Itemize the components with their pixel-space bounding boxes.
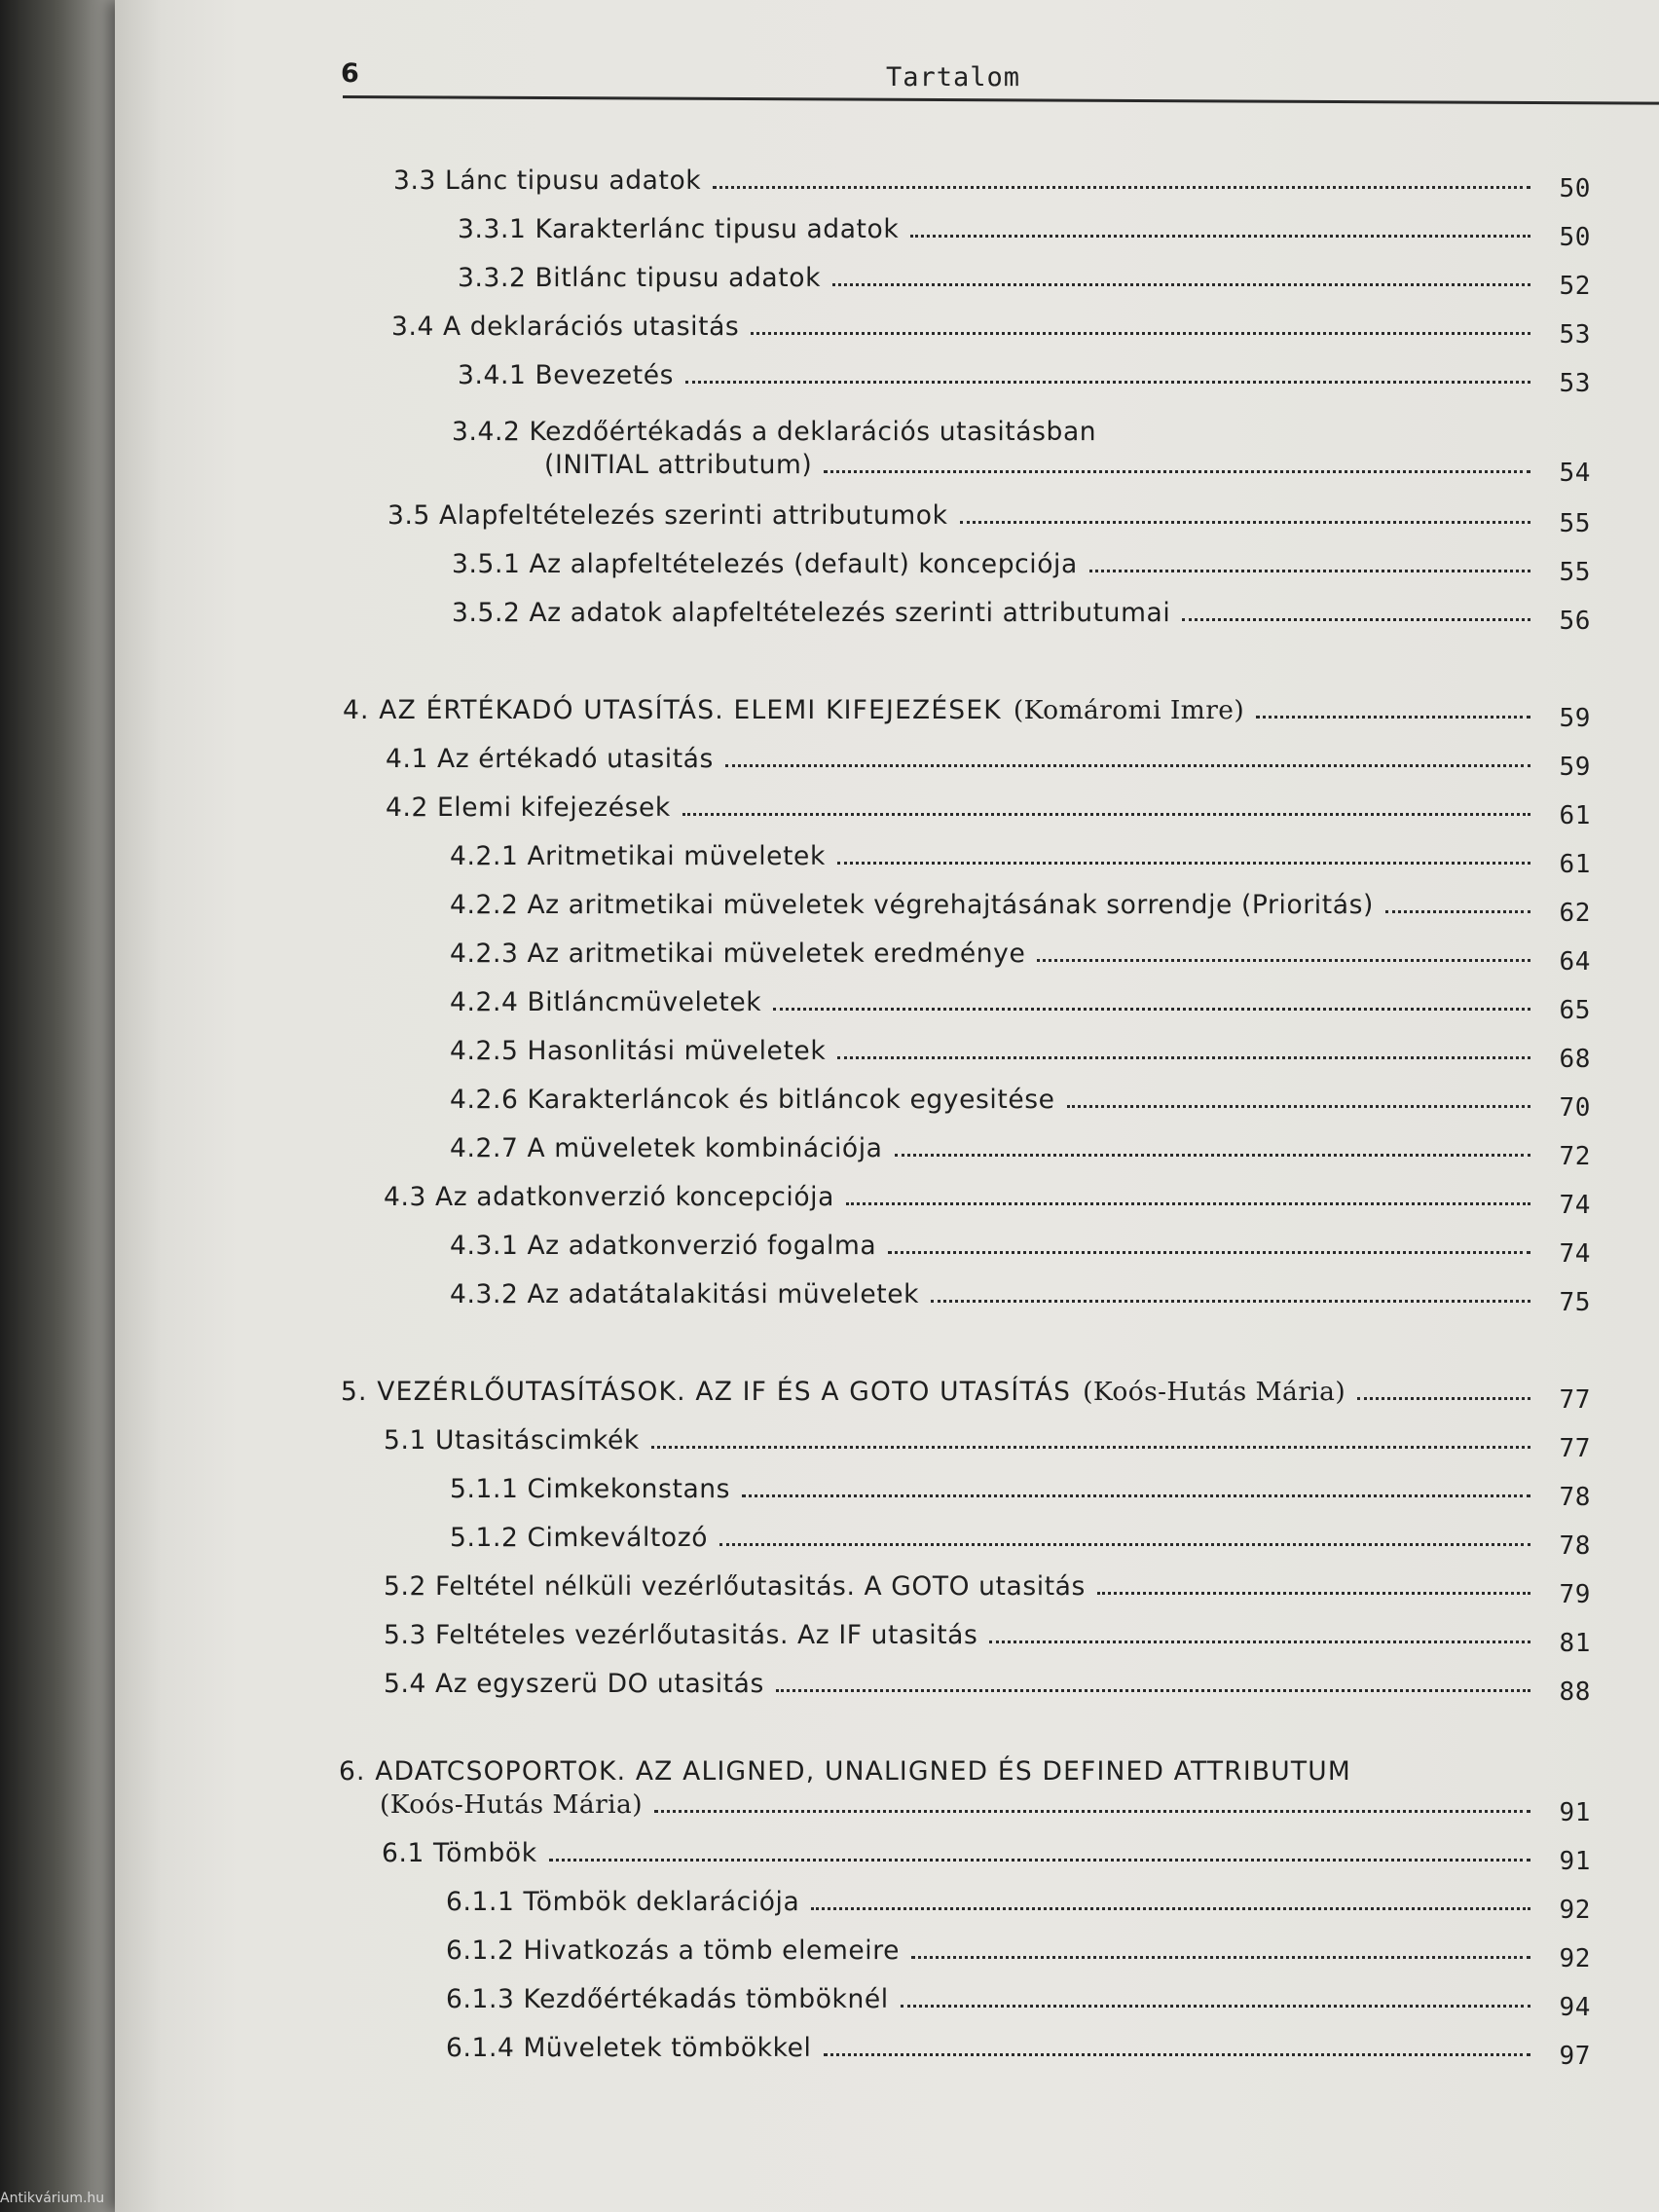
toc-page-number: 81 (1559, 1629, 1591, 1658)
toc-entry (387, 500, 1591, 538)
toc-entry (458, 360, 1591, 398)
toc-entry (452, 417, 1591, 488)
dot-leader (549, 1859, 1530, 1862)
dot-leader (888, 1251, 1530, 1254)
toc-page-number: 53 (1559, 369, 1591, 398)
dot-leader (837, 862, 1530, 865)
toc-entry-title: 3.5.2 Az adatok alapfeltételezés szerinti attributumai (452, 598, 1171, 628)
toc-entry (450, 1085, 1591, 1123)
toc-page-number: 64 (1559, 947, 1591, 977)
dot-leader (911, 1956, 1530, 1959)
dot-leader (1067, 1105, 1530, 1108)
toc-entry-title: 6.1.2 Hivatkozás a tömb elemeire (446, 1936, 901, 1966)
toc-entry (450, 1523, 1591, 1561)
toc-page-number: 97 (1559, 2042, 1591, 2071)
toc-entry-title: 4.2.4 Bitláncmüveletek (450, 987, 762, 1017)
toc-page-number: 88 (1559, 1677, 1591, 1707)
dot-leader (776, 1689, 1530, 1692)
toc-page-number: 92 (1559, 1896, 1591, 1925)
dot-leader (713, 186, 1530, 189)
toc-page-number: 68 (1559, 1045, 1591, 1074)
dot-leader (960, 521, 1530, 524)
toc-entry (382, 1838, 1591, 1876)
toc-entry-title: 4.2 Elemi kifejezések (386, 793, 671, 823)
toc-entry-chapter (343, 695, 1591, 733)
dot-leader (931, 1300, 1530, 1303)
toc-entry (452, 598, 1591, 636)
dot-leader (901, 2005, 1530, 2008)
dot-leader (1256, 716, 1530, 719)
toc-entry-title: 4.2.7 A müveletek kombinációja (450, 1133, 883, 1163)
toc-page-number: 59 (1559, 704, 1591, 733)
toc-entry-title: 3.5 Alapfeltételezés szerinti attributumok (387, 500, 948, 531)
dot-leader (654, 1810, 1530, 1813)
toc-entry-title: 6.1 Tömbök (382, 1838, 537, 1868)
toc-entry-title: 3.3.2 Bitlánc tipusu adatok (458, 263, 822, 293)
dot-leader (725, 764, 1530, 767)
toc-entry (446, 2033, 1591, 2071)
toc-entry-title: 3.3 Lánc tipusu adatok (393, 166, 702, 196)
dot-leader (824, 2053, 1531, 2056)
toc-entry-title: 3.4 A deklarációs utasitás (391, 312, 740, 342)
toc-page-number: 50 (1559, 223, 1591, 252)
page-number: 6 (341, 58, 359, 89)
toc-entry-title: 4.2.5 Hasonlitási müveletek (450, 1036, 827, 1066)
dot-leader (685, 381, 1530, 384)
toc-entry (384, 1669, 1591, 1707)
dot-leader (895, 1154, 1530, 1157)
toc-entry (450, 1036, 1591, 1074)
toc-entry-title: 5.1.1 Cimkekonstans (450, 1474, 731, 1504)
toc-entry-title: 3.4.1 Bevezetés (458, 360, 675, 390)
toc-page-number: 61 (1559, 850, 1591, 879)
toc-entry-title: 5.2 Feltétel nélküli vezérlőutasitás. A GOTO utasitás (384, 1571, 1086, 1602)
watermark: Antikvárium.hu (0, 2191, 105, 2206)
toc-entry (450, 890, 1591, 928)
toc-entry-title: 4.2.6 Karakterláncok és bitláncok egyesitése (450, 1085, 1055, 1115)
dot-leader (1037, 959, 1530, 962)
dot-leader (773, 1008, 1530, 1011)
dot-leader (811, 1907, 1530, 1910)
toc-entry (450, 1474, 1591, 1512)
toc-entry-title: 5.3 Feltételes vezérlőutasitás. Az IF utasitás (384, 1620, 978, 1650)
dot-leader (1089, 570, 1530, 572)
toc-page-number: 62 (1559, 899, 1591, 928)
toc-entry (386, 793, 1591, 830)
toc-chapter-title: 5. VEZÉRLŐUTASÍTÁSOK. AZ IF ÉS A GOTO UTASÍTÁS (341, 1377, 1072, 1407)
dot-leader (751, 332, 1530, 335)
toc-entry (458, 214, 1591, 252)
toc-entry-title: 4.2.2 Az aritmetikai müveletek végrehajtásának sorrendje (Prioritás) (450, 890, 1374, 920)
toc-chapter-author: (Koós-Hutás Mária) (1083, 1377, 1346, 1407)
toc-entry-title: 3.5.1 Az alapfeltételezés (default) koncepciója (452, 549, 1078, 579)
toc-page-number: 59 (1559, 753, 1591, 782)
toc-entry (458, 263, 1591, 301)
dot-leader (682, 813, 1530, 816)
dot-leader (832, 283, 1530, 286)
toc-entry-chapter (341, 1377, 1591, 1415)
dot-leader (651, 1446, 1530, 1449)
dot-leader (846, 1202, 1530, 1205)
toc-entry-title: 4.1 Az értékadó utasitás (386, 744, 714, 774)
toc-page-number: 91 (1559, 1847, 1591, 1876)
toc-entry (450, 1231, 1591, 1269)
toc-entry (384, 1571, 1591, 1609)
toc-entry (384, 1620, 1591, 1658)
toc-entry (384, 1182, 1591, 1220)
toc-entry (384, 1425, 1591, 1463)
toc-page-number: 54 (1559, 459, 1591, 488)
toc-page-number: 91 (1559, 1798, 1591, 1827)
toc-entry (393, 166, 1591, 203)
toc-entry-title: 4.3.2 Az adatátalakitási müveletek (450, 1279, 920, 1309)
toc-entry-title: 4.3.1 Az adatkonverzió fogalma (450, 1231, 877, 1261)
toc-entry-title: (INITIAL attributum) (544, 450, 813, 480)
dot-leader (742, 1494, 1530, 1497)
toc-page-number: 72 (1559, 1142, 1591, 1171)
toc-entry (450, 1133, 1591, 1171)
dot-leader (1182, 618, 1530, 621)
toc-entry-title: 6.1.1 Tömbök deklarációja (446, 1887, 800, 1917)
toc-page-number: 52 (1559, 272, 1591, 301)
dot-leader (1357, 1397, 1530, 1400)
toc-chapter-author: (Komáromi Imre) (1013, 695, 1245, 725)
toc-entry-title: 4.3 Az adatkonverzió koncepciója (384, 1182, 834, 1212)
toc-entry-chapter (339, 1756, 1591, 1827)
dot-leader (837, 1056, 1530, 1059)
toc-entry (391, 312, 1591, 350)
toc-entry (452, 549, 1591, 587)
toc-page-number: 92 (1559, 1944, 1591, 1973)
toc-page-number: 55 (1559, 558, 1591, 587)
toc-page-number: 74 (1559, 1191, 1591, 1220)
toc-chapter-title: 6. ADATCSOPORTOK. AZ ALIGNED, UNALIGNED ÉS DEFINED ATTRIBUTUM (339, 1756, 1351, 1787)
dot-leader (824, 470, 1530, 473)
toc-page-number: 78 (1559, 1531, 1591, 1561)
dot-leader (1385, 910, 1530, 913)
toc-entry-title: 4.2.1 Aritmetikai müveletek (450, 841, 826, 871)
toc-page-number: 79 (1559, 1580, 1591, 1609)
toc-page-number: 77 (1559, 1434, 1591, 1463)
dot-leader (989, 1641, 1530, 1643)
toc-entry-title: 6.1.4 Müveletek tömbökkel (446, 2033, 812, 2063)
toc-entry (386, 744, 1591, 782)
toc-page-number: 75 (1559, 1288, 1591, 1317)
toc-page-number: 74 (1559, 1239, 1591, 1269)
toc-entry-title: 6.1.3 Kezdőértékadás tömböknél (446, 1984, 889, 2014)
toc-page-number: 53 (1559, 320, 1591, 350)
toc-entry (450, 1279, 1591, 1317)
toc-page-number: 56 (1559, 607, 1591, 636)
toc-entry (450, 987, 1591, 1025)
toc-page-number: 77 (1559, 1385, 1591, 1415)
dot-leader (719, 1543, 1530, 1546)
running-title: Tartalom (886, 62, 1021, 92)
toc-entry (450, 841, 1591, 879)
toc-page-number: 70 (1559, 1093, 1591, 1123)
toc-entry-title: 4.2.3 Az aritmetikai müveletek eredménye (450, 939, 1026, 969)
dot-leader (910, 235, 1530, 238)
toc-entry (446, 1887, 1591, 1925)
dot-leader (1097, 1592, 1530, 1595)
toc-entry (446, 1936, 1591, 1973)
toc-entry-title: 5.1.2 Cimkeváltozó (450, 1523, 709, 1553)
toc-page-number: 55 (1559, 509, 1591, 538)
toc-page-number: 61 (1559, 801, 1591, 830)
toc-page-number: 78 (1559, 1483, 1591, 1512)
toc-entry-title: 5.4 Az egyszerü DO utasitás (384, 1669, 764, 1699)
toc-entry-title: 3.3.1 Karakterlánc tipusu adatok (458, 214, 900, 244)
toc-page-number: 94 (1559, 1993, 1591, 2022)
toc-page-number: 50 (1559, 174, 1591, 203)
toc-page-number: 65 (1559, 996, 1591, 1025)
toc-entry-title: 5.1 Utasitáscimkék (384, 1425, 640, 1456)
toc-chapter-title: 4. AZ ÉRTÉKADÓ UTASÍTÁS. ELEMI KIFEJEZÉSEK (343, 695, 1002, 725)
toc-chapter-author: (Koós-Hutás Mária) (380, 1789, 643, 1820)
toc-entry (446, 1984, 1591, 2022)
toc-entry (450, 939, 1591, 977)
toc-entry-title-line1: 3.4.2 Kezdőértékadás a deklarációs utasitásban (452, 417, 1097, 447)
